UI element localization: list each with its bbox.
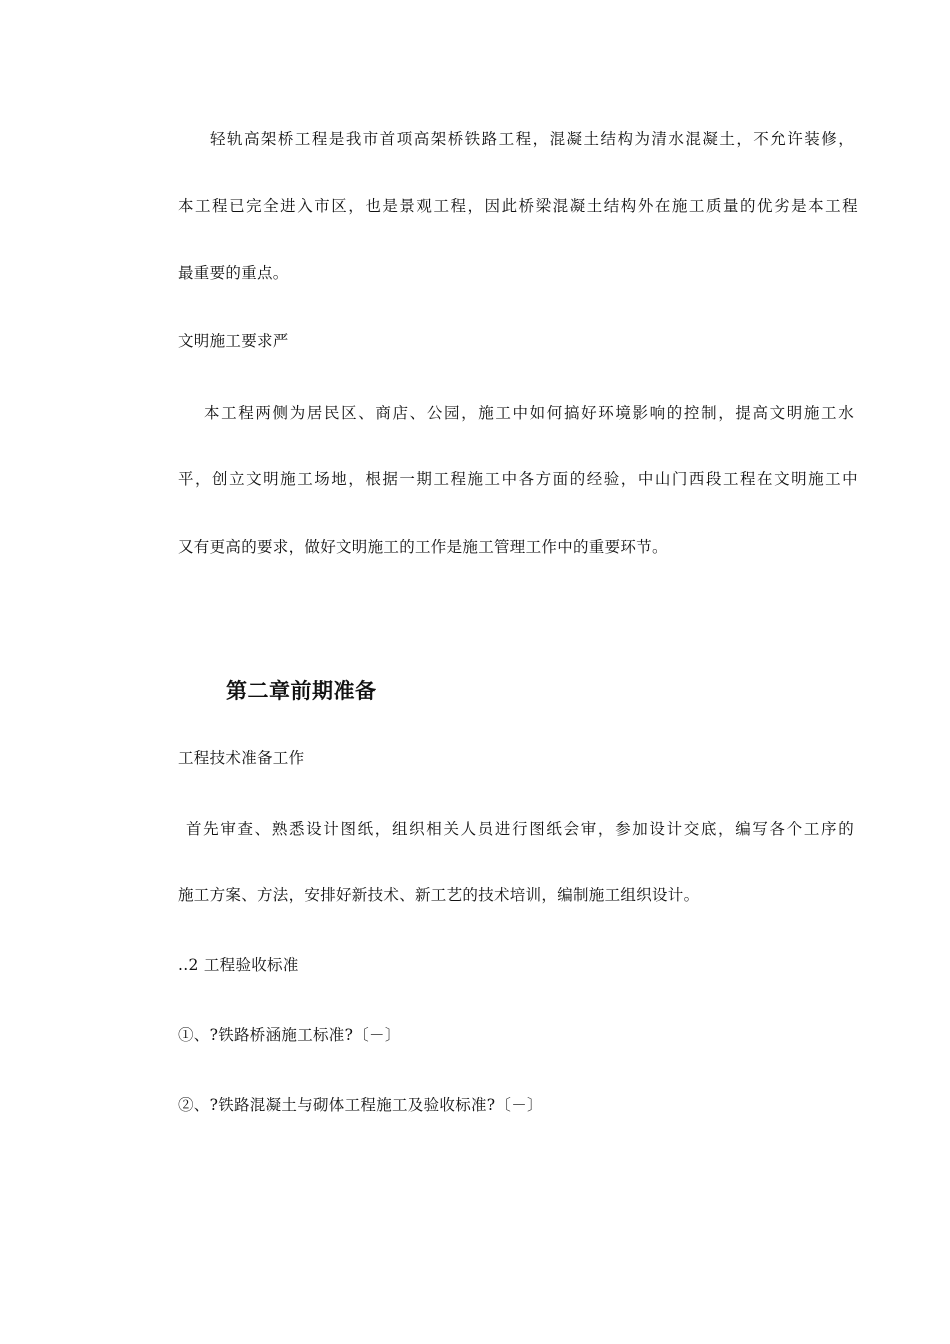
- section-subheading: 工程技术准备工作: [178, 749, 305, 767]
- paragraph-line: 又有更高的要求，做好文明施工的工作是施工管理工作中的重要环节。: [178, 538, 668, 556]
- paragraph-line: 本工程已完全进入市区，也是景观工程，因此桥梁混凝土结构外在施工质量的优劣是本工程: [178, 197, 858, 215]
- section-subheading: 文明施工要求严: [178, 332, 289, 350]
- paragraph-line: 首先审查、熟悉设计图纸，组织相关人员进行图纸会审，参加设计交底，编写各个工序的: [186, 820, 854, 838]
- paragraph-line: 本工程两侧为居民区、商店、公园，施工中如何搞好环境影响的控制，提高文明施工水: [204, 404, 854, 422]
- list-item: ②、?铁路混凝土与砌体工程施工及验收标准?〔－〕: [178, 1096, 543, 1114]
- chapter-title: 第二章前期准备: [226, 679, 377, 703]
- section-subheading: ..2 工程验收标准: [178, 956, 299, 974]
- paragraph-line: 平，创立文明施工场地，根据一期工程施工中各方面的经验，中山门西段工程在文明施工中: [178, 470, 858, 488]
- paragraph-line: 轻轨高架桥工程是我市首项高架桥铁路工程，混凝土结构为清水混凝土，不允许装修，: [210, 130, 854, 148]
- paragraph-line: 施工方案、方法，安排好新技术、新工艺的技术培训，编制施工组织设计。: [178, 886, 700, 904]
- paragraph-line: 最重要的重点。: [178, 264, 289, 282]
- list-item: ①、?铁路桥涵施工标准?〔－〕: [178, 1026, 401, 1044]
